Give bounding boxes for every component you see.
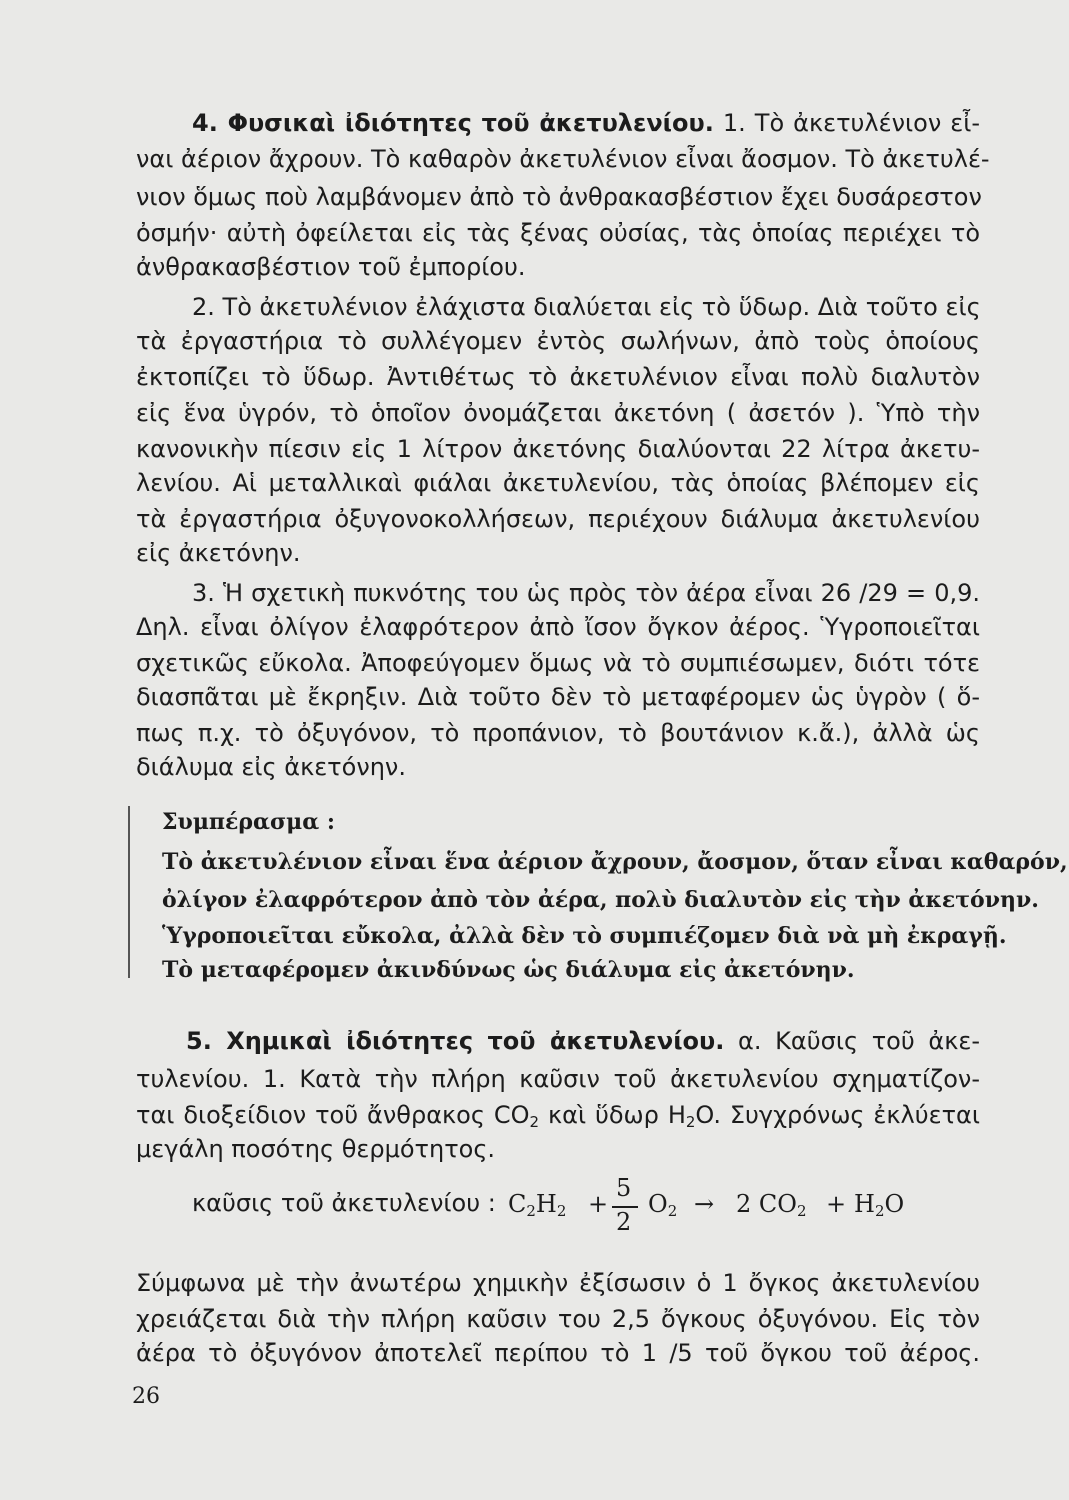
section4-line-1: 4. Φυσικαὶ ἰδιότητες τοῦ ἀκετυλενίου. 1. Τὸ ἀκετυλένιον εἶ- [192,109,980,137]
section4-line-13: εἰς ἀκετόνην. [136,539,301,567]
section4-line-11: λενίου. Αἱ μεταλλικαὶ φιάλαι ἀκετυλενίου, τὰς ὁποίας βλέπομεν εἰς [136,469,980,497]
section5-line-2: τυλενίου. 1. Κατὰ τὴν πλήρη καῦσιν τοῦ ἀκετυλενίου σχηματίζον- [136,1065,980,1093]
conclusion-line-3: Ὑγροποιεῖται εὔκολα, ἀλλὰ δὲν τὸ συμπιέζομεν διὰ νὰ μὴ ἐκραγῇ. [162,923,1007,949]
conclusion-line-2: ὀλίγον ἐλαφρότερον ἀπὸ τὸν ἀέρα, πολὺ διαλυτὸν εἰς τὴν ἀκετόνην. [162,887,1039,913]
equation-oxygen: $O_2$ [648,1190,678,1220]
equation-arrow: → [694,1190,715,1218]
section4-line-17: διασπᾶται μὲ ἔκρηξιν. Διὰ τοῦτο δὲν τὸ μεταφέρομεν ὡς ὑγρὸν ( ὅ- [136,683,980,711]
equation-numerator: 5 [616,1174,632,1202]
equation-plus-2: + [826,1190,847,1218]
section4-line-6: 2. Τὸ ἀκετυλένιον ἐλάχιστα διαλύεται εἰς τὸ ὕδωρ. Διὰ τοῦτο εἰς [192,293,981,321]
section4-line-14: 3. Ἡ σχετικὴ πυκνότης του ὡς πρὸς τὸν ἀέρα εἶναι 26 /29 = 0,9. [192,579,980,607]
section4-line-8: ἐκτοπίζει τὸ ὕδωρ. Ἀντιθέτως τὸ ἀκετυλένιον εἶναι πολὺ διαλυτὸν [136,363,980,391]
section4-line-18: πως π.χ. τὸ ὀξυγόνον, τὸ προπάνιον, τὸ βουτάνιον κ.ἄ.), ἀλλὰ ὡς [136,719,980,747]
section5-after-3: ἀέρα τὸ ὀξυγόνον ἀποτελεῖ περίπου τὸ 1 /5 τοῦ ὄγκου τοῦ ἀέρος. [136,1339,980,1367]
conclusion-title: Συμπέρασμα : [162,809,335,835]
section4-line-12: τὰ ἐργαστήρια ὀξυγονοκολλήσεων, περιέχουν διάλυμα ἀκετυλενίου [136,505,980,533]
equation-reactant: $C_2H_2$ [508,1190,567,1220]
conclusion-line-1: Τὸ ἀκετυλένιον εἶναι ἕνα ἀέριον ἄχρουν, ἄοσμον, ὅταν εἶναι καθαρόν, [162,849,1068,875]
section4-line-16: σχετικῶς εὔκολα. Ἀποφεύγομεν ὅμως νὰ τὸ συμπιέσωμεν, διότι τότε [136,649,980,677]
conclusion-bar [128,806,130,978]
equation-plus-1: + [588,1190,609,1218]
section4-line-10: κανονικὴν πίεσιν εἰς 1 λίτρον ἀκετόνης διαλύονται 22 λίτρα ἀκετυ- [136,435,980,463]
section4-heading: 4. Φυσικαὶ ἰδιότητες τοῦ ἀκετυλενίου. [192,109,714,137]
page-number: 26 [132,1384,160,1409]
equation-water: $H_2O$ [854,1190,905,1220]
section5-line-1: 5. Χημικαὶ ἰδιότητες τοῦ ἀκετυλενίου. α. Καῦσις τοῦ ἀκε- [186,1027,980,1055]
section4-line-5: ἀνθρακασβέστιον τοῦ ἐμπορίου. [136,253,526,281]
section4-line-4: ὀσμήν· αὐτὴ ὀφείλεται εἰς τὰς ξένας οὐσίας, τὰς ὁποίας περιέχει τὸ [136,219,980,247]
section5-heading: 5. Χημικαὶ ἰδιότητες τοῦ ἀκετυλενίου. [186,1027,725,1055]
section5-line-3: ται διοξείδιον τοῦ ἄνθρακος $CO_2$ καὶ ὕδωρ $H_2O$. Συγχρόνως ἐκλύεται [136,1101,980,1131]
section4-line-15: Δηλ. εἶναι ὀλίγον ἐλαφρότερον ἀπὸ ἴσον ὄγκον ἀέρος. Ὑγροποιεῖται [136,613,980,641]
section5-after-1: Σύμφωνα μὲ τὴν ἀνωτέρω χημικὴν ἐξίσωσιν ὁ 1 ὄγκος ἀκετυλενίου [136,1269,980,1297]
equation-label: καῦσις τοῦ ἀκετυλενίου : [192,1189,496,1217]
section5-after-2: χρειάζεται διὰ τὴν πλήρη καῦσιν του 2,5 ὄγκους ὀξυγόνου. Εἰς τὸν [136,1305,980,1333]
conclusion-line-4: Τὸ μεταφέρομεν ἀκινδύνως ὡς διάλυμα εἰς ἀκετόνην. [162,957,855,983]
section4-line-2: ναι ἀέριον ἄχρουν. Τὸ καθαρὸν ἀκετυλένιον εἶναι ἄοσμον. Τὸ ἀκετυλέ- [136,145,990,173]
section4-line-9: εἰς ἕνα ὑγρόν, τὸ ὁποῖον ὀνομάζεται ἀκετόνη ( ἀσετόν ). Ὑπὸ τὴν [136,399,980,427]
section4-line-7: τὰ ἐργαστήρια τὸ συλλέγομεν ἐντὸς σωλήνων, ἀπὸ τοὺς ὁποίους [136,327,980,355]
section4-line-3: νιον ὅμως ποὺ λαμβάνομεν ἀπὸ τὸ ἀνθρακασβέστιον ἔχει δυσάρεστον [136,183,982,211]
section5-line-4: μεγάλη ποσότης θερμότητος. [136,1135,496,1163]
equation-denominator: 2 [616,1208,632,1236]
section4-line-19: διάλυμα εἰς ἀκετόνην. [136,753,406,781]
equation-co2: 2 $CO_2$ [736,1190,807,1220]
